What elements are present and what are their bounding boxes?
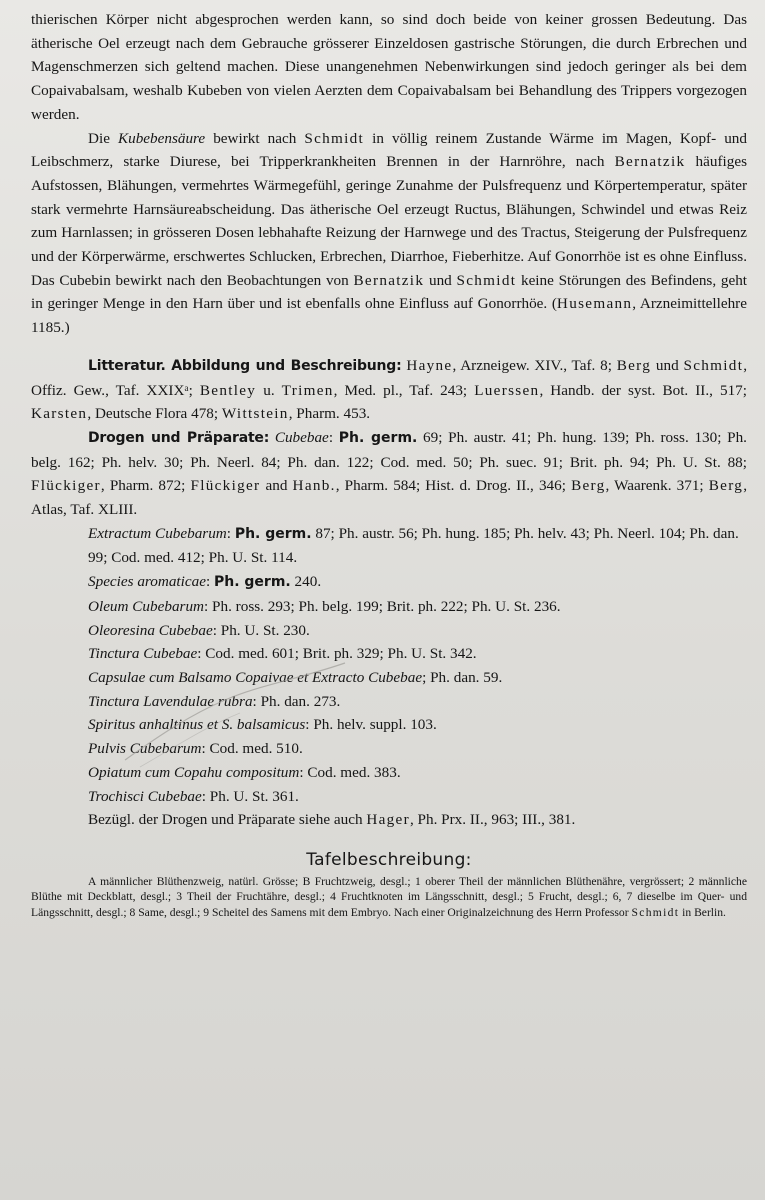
preparation-entry: Spiritus anhaltinus et S. balsamicus: Ph. helv. suppl. 103. xyxy=(88,716,437,734)
paragraph-drogen: Drogen und Präparate: Cubebae: Ph. germ. 69; Ph. austr. 41; Ph. hung. 139; Ph. ross. 130; Ph. belg. 162; Ph. helv. 30; Ph. Neerl. 84; Ph. dan. 122; Cod. med. 50; Ph. suec. 91; Brit. ph. 94; Ph. U. St. 88; Flückiger, Pharm. 872; Flückiger and Hanb., Pharm. 584; Hist. d. Drog. II., 346; Berg, Waarenk. 371; Berg, Atlas, Taf. XLIII. xyxy=(31,428,747,519)
section-heading-drogen: Drogen und Präparate: xyxy=(88,429,270,446)
tafel-heading: Tafelbeschreibung: xyxy=(306,849,472,870)
preparation-entry: Tinctura Lavendulae rubra: Ph. dan. 273. xyxy=(88,692,341,710)
bezuegl-note: Bezügl. der Drogen und Präparate siehe auch Hager, Ph. Prx. II., 963; III., 381. xyxy=(88,811,576,829)
section-heading-litteratur: Litteratur. Abbildung und Beschreibung: xyxy=(88,357,402,374)
paragraph-kubebensaeure: Die Kubebensäure bewirkt nach Schmidt in völlig reinem Zustande Wärme im Magen, Kopf- und Leibschmerz, starke Diurese, bei Tripperkrankheiten Brennen in der Harnröhre, nach Bernatzik häufiges Aufstossen, Blähungen, vermehrtes Wärmegefühl, geringe Zunahme der Pulsfrequenz und Körpertemperatur, später stark vermehrte Harnsäureabscheidung. Das ätherische Oel erzeugt Ructus, Blähungen, Schwindel und etwas Reiz zum Harnlassen; in grösseren Dosen lebhahafte Reizung der Harnwege und des Tractus, Steigerung der Pulsfrequenz und der Körperwärme, erschwertes Schlucken, Erbrechen, Diarrhoe, Fieberhitze. Auf Gonorrhöe ist es ohne Einfluss. Das Cubebin bewirkt nach den Beobachtungen von Bernatzik und Schmidt keine Störungen des Befindens, geht in geringer Menge in den Harn über und ist ebenfalls ohne Einfluss auf Gonorrhöe. (Husemann, Arzneimittellehre 1185.) xyxy=(31,129,748,337)
paragraph-litteratur: Litteratur. Abbildung und Beschreibung: Hayne, Arzneigew. XIV., Taf. 8; Berg und Schmidt, Offiz. Gew., Taf. XXIXᵃ; Bentley u. Trimen, Med. pl., Taf. 243; Luerssen, Handb. der syst. Bot. II., 517; Karsten, Deutsche Flora 478; Wittstein, Pharm. 453. xyxy=(31,356,748,423)
preparation-entry: Tinctura Cubebae: Cod. med. 601; Brit. ph. 329; Ph. U. St. 342. xyxy=(88,645,477,663)
preparation-entry: Oleoresina Cubebae: Ph. U. St. 230. xyxy=(88,621,310,639)
author-name: Schmidt xyxy=(456,271,517,289)
preparation-entry: Capsulae cum Balsamo Copaivae et Extracto Cubebae; Ph. dan. 59. xyxy=(88,668,503,686)
preparations-list xyxy=(31,522,747,832)
term-kubebensaeure: Kubebensäure xyxy=(117,129,206,147)
paragraph-effects-oil: thierischen Körper nicht abgesprochen werden kann, so sind doch beide von keiner grossen Bedeutung. Das ätherische Oel erzeugt nach dem Gebrauche grösserer Einzeldosen gastrische Störungen, die durch Erbrechen und Magenschmerzen sich geltend machen. Diese unangenehmen Nebenwirkungen sind jedoch geringer als bei dem Copaivabalsam, weshalb Kubeben von vielen Aerzten dem Copaivabalsam bei Behandlung des Trippers vorgezogen werden. xyxy=(31,11,747,123)
author-name: Bernatzik xyxy=(353,271,425,289)
author-name: Husemann xyxy=(556,295,633,313)
author-name: Bernatzik xyxy=(614,153,686,171)
tafel-description: A männlicher Blüthenzweig, natürl. Grösse; B Fruchtzweig, desgl.; 1 oberer Theil der männlichen Blüthenähre, vergrössert; 2 männliche Blüthe mit Deckblatt, desgl.; 3 Theil der Fruchtähre, desgl.; 4 Fruchtknoten im Längsschnitt, desgl.; 5 Frucht, desgl.; 6, 7 dieselbe im Quer- und Längsschnitt, desgl.; 8 Same, desgl.; 9 Scheitel des Samens mit dem Embryo. Nach einer Originalzeichnung des Herrn Professor Schmidt in Berlin. xyxy=(31,874,747,919)
preparation-entry: Extractum Cubebarum: Ph. germ. 87; Ph. austr. 56; Ph. hung. 185; Ph. helv. 43; Ph. Neerl. 104; Ph. dan. 99; Cod. med. 412; Ph. U. St. 114. xyxy=(88,524,739,567)
author-name: Schmidt xyxy=(304,129,365,147)
preparation-entry: Pulvis Cubebarum: Cod. med. 510. xyxy=(88,740,303,758)
preparation-entry: Trochisci Cubebae: Ph. U. St. 361. xyxy=(88,787,299,805)
spacer xyxy=(31,340,747,354)
preparation-entry: Oleum Cubebarum: Ph. ross. 293; Ph. belg. 199; Brit. ph. 222; Ph. U. St. 236. xyxy=(88,597,561,615)
preparation-entry: Opiatum cum Copahu compositum: Cod. med. 383. xyxy=(88,763,401,781)
preparation-entry: Species aromaticae: Ph. germ. 240. xyxy=(88,573,322,591)
